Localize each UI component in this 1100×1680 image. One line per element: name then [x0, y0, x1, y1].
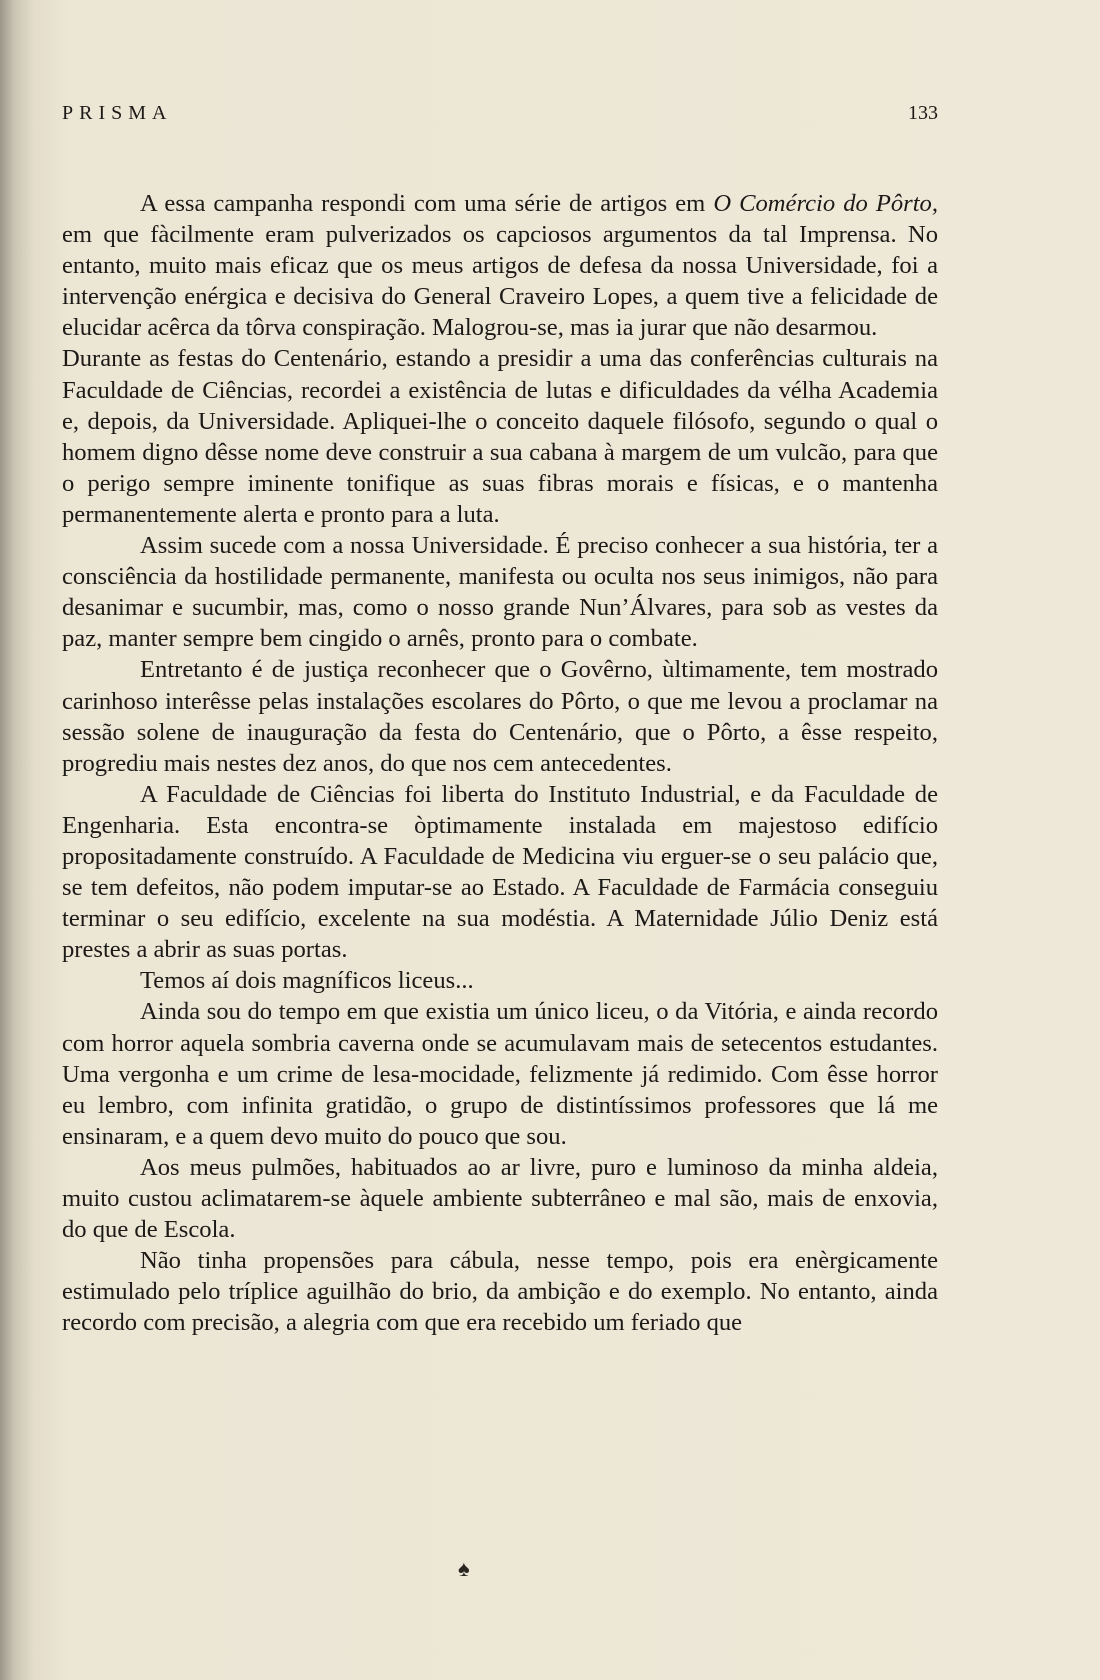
body-text [62, 188, 938, 1338]
paragraph-5: A Faculdade de Ciências foi liberta do Instituto Industrial, e da Faculdade de Engenharia. Esta encontra-se òptimamente instalada em majestoso edifício propositadamente construído. A Faculdade de Medicina viu erguer-se o seu palácio que, se tem defeitos, não podem imputar-se ao Estado. A Faculdade de Farmácia conseguiu terminar o seu edifício, excelente na sua modéstia. A Maternidade Júlio Deniz está prestes a abrir as suas portas. [62, 780, 938, 964]
paragraph-1 [62, 188, 938, 343]
paragraph-7: Ainda sou do tempo em que existia um único liceu, o da Vitória, e ainda recordo com horror aquela sombria caverna onde se acumulavam mais de setecentos estudantes. Uma vergonha e um crime de lesa-mocidade, felizmente já redimido. Com êsse horror eu lembro, com infinita gratidão, o grupo de distintíssimos professores que lá me ensinaram, e a quem devo muito do pouco que sou. [62, 998, 938, 1150]
paragraph-8: Aos meus pulmões, habituados ao ar livre, puro e luminoso da minha aldeia, muito custou aclimatarem-se àquele ambiente subterrâneo e mal são, mais de enxovia, do que de Escola. [62, 1153, 938, 1244]
paragraph-6: Temos aí dois magníficos liceus... [140, 967, 474, 995]
paragraph-3: Assim sucede com a nossa Universidade. É preciso conhecer a sua história, ter a consciência da hostilidade permanente, manifesta ou oculta nos seus inimigos, não para desanimar e sucumbir, mas, como o nosso grande Nun’Álvares, para sob as vestes da paz, manter sempre bem cingido o arnês, pronto para o combate. [62, 532, 938, 653]
paragraph-9: Não tinha propensões para cábula, nesse tempo, pois era enèrgicamente estimulado pelo tríplice aguilhão do brio, da ambição e do exemplo. No entanto, ainda recordo com precisão, a alegria com que era recebido um feriado que [62, 1247, 938, 1337]
page-header [62, 102, 938, 125]
paragraph-4: Entretanto é de justiça reconhecer que o Govêrno, ùltimamente, tem mostrado carinhoso interêsse pelas instalações escolares do Pôrto, o que me levou a proclamar na sessão solene de inauguração da festa do Centenário, que o Pôrto, a êsse respeito, progrediu mais nestes dez anos, do que nos cem antecedentes. [62, 656, 938, 777]
page-number: 133 [908, 102, 938, 124]
printer-mark-icon: ♠ [458, 1556, 470, 1581]
newspaper-title: O Comércio do Pôrto, [713, 190, 938, 217]
paragraph-1-text-a: A essa campanha respondi com uma série de artigos em [140, 190, 714, 217]
running-title: PRISMA [62, 102, 173, 124]
paragraph-1-text-b: em que fàcilmente eram pulverizados os capciosos argumentos da tal Imprensa. No entanto, muito mais eficaz que os meus artigos de defesa da nossa Universidade, foi a intervenção enérgica e decisiva do General Craveiro Lopes, a quem tive a felicidade de elucidar acêrca da tôrva conspiração. Malogrou-se, mas ia jurar que não desarmou. [62, 221, 938, 342]
paragraph-2: Durante as festas do Centenário, estando a presidir a uma das conferências culturais na Faculdade de Ciências, recordei a existência de lutas e dificuldades da vélha Academia e, depois, da Universidade. Apliquei-lhe o conceito daquele filósofo, segundo o qual o homem digno dêsse nome deve construir a sua cabana à margem de um vulcão, para que o perigo sempre iminente tonifique as suas fibras morais e físicas, e o mantenha permanentemente alerta e pronto para a luta. [62, 345, 938, 528]
